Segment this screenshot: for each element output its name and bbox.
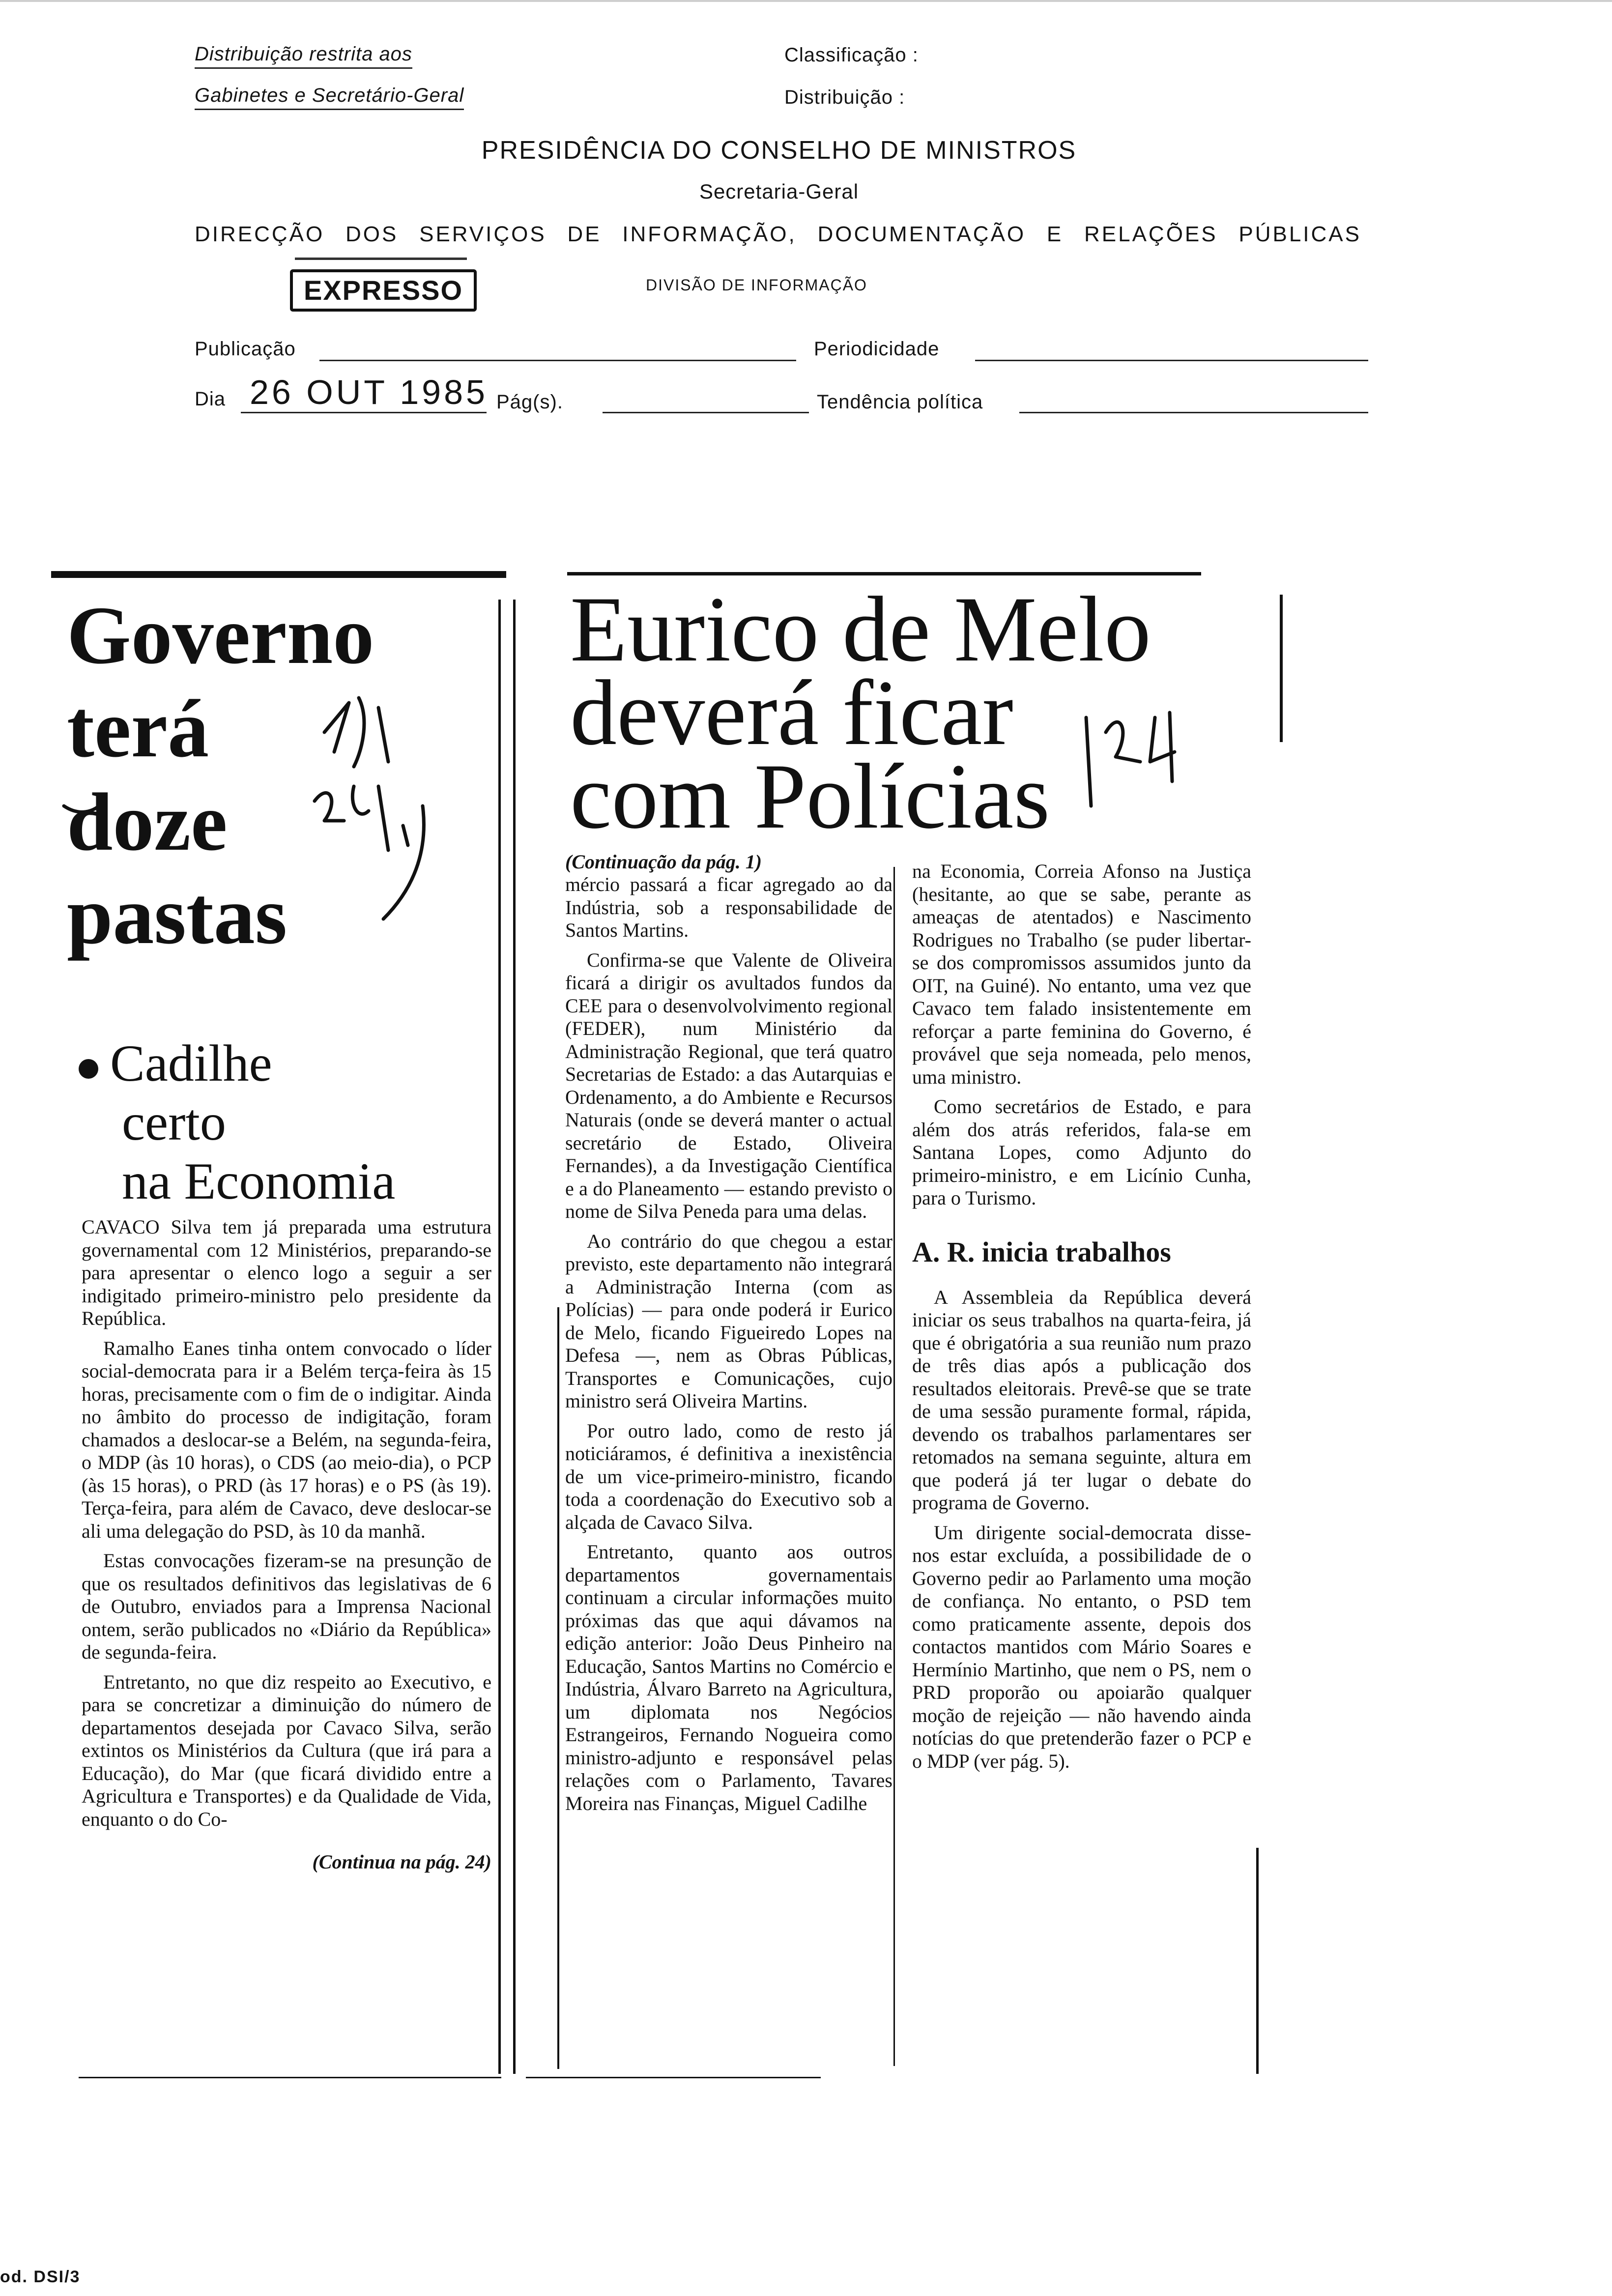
pages-label: Pág(s). (496, 391, 563, 413)
distribution-restriction-line2: Gabinetes e Secretário-Geral (195, 85, 464, 110)
distribution-label: Distribuição : (784, 86, 905, 108)
left-article-top-rule (51, 571, 506, 578)
right-col1-paragraph-4: Por outro lado, como de resto já noticiáramos, é definitiva a inexistência de um vice-primeiro-ministro, ficando toda a coordenação do Executivo sob a alçada de Cavaco Silva. (565, 1419, 892, 1533)
section-title: A. R. inicia trabalhos (912, 1235, 1171, 1268)
right-article-side-rule (1280, 595, 1283, 742)
left-headline-line-1: Governo (67, 590, 374, 681)
left-column-rule (498, 600, 501, 2074)
continued-from-note: (Continuação da pág. 1) (565, 851, 762, 873)
publication-label: Publicação (195, 338, 296, 360)
right-col2-paragraph-2: Como secretários de Estado, e para além dos atrás referidos, fala-se em Santana Lopes, como Adjunto do primeiro-ministro, e em Licínio Cunha, para o Turismo. (912, 1095, 1251, 1209)
right-column-1 (565, 850, 892, 1822)
tendency-label: Tendência política (817, 391, 983, 413)
periodicity-label: Periodicidade (814, 338, 940, 360)
bullet-icon (79, 1059, 98, 1079)
distribution-restriction-line1: Distribuição restrita aos (195, 43, 412, 69)
right-col1-paragraph-1: mércio passará a ficar agregado ao da Indústria, sob a responsabilidade de Santos Martins. (565, 873, 892, 941)
periodicity-line (975, 360, 1368, 361)
left-paragraph-3: Estas convocações fizeram-se na presunção de que os resultados definitivos das legislativas de 6 de Outubro, enviados para a Imprensa Nacional ontem, serão publicados no «Diário da República» de segunda-feira. (82, 1550, 491, 1663)
left-paragraph-2: Ramalho Eanes tinha ontem convocado o líder social-democrata para ir a Belém terça-feira às 15 horas, precisamente com o fim de o indigitar. Ainda no âmbito do processo de indigitação, foram chamados a deslocar-se a Belém, na segunda-feira, o MDP (às 10 horas), o CDS (ao meio-dia), o PCP (às 15 horas), o PRD (às 17 horas) e o PS (às 19). Terça-feira, para além de Cavaco, deve deslocar-se ali uma delegação do PSD, às 10 da manhã. (82, 1337, 491, 1542)
right-article-top-rule (567, 572, 1201, 575)
handwritten-annotation-2 (1071, 688, 1219, 816)
top-scan-edge (0, 0, 1612, 2)
left-article-body (82, 1216, 491, 1873)
pages-line (603, 412, 809, 413)
handwritten-annotation (305, 688, 452, 963)
left-article-bottom-rule (79, 2077, 501, 2078)
classification-label: Classificação : (784, 44, 919, 66)
left-column-rule-2 (513, 600, 516, 2074)
date-line (241, 412, 487, 413)
right-col1-paragraph-2: Confirma-se que Valente de Oliveira ficará a dirigir os avultados fundos da CEE para o desenvolvolvimento regional (FEDER), num Ministério da Administração Regional, que terá quatro Secretarias de Estado: a das Autarquias e Ordenamento, a do Ambiente e Recursos Naturais (onde se deverá manter o actual secretário de Estado, Oliveira Fernandes), a da Investigação Científica e a do Planeamento — estando previsto o nome de Silva Peneda para uma delas. (565, 948, 892, 1222)
left-continuation-note: (Continua na pág. 24) (312, 1851, 491, 1873)
right-headline-line-2: deverá ficar (570, 661, 1013, 765)
right-col2-paragraph-1: na Economia, Correia Afonso na Justiça (hesitante, ao que se sabe, perante as ameaças de atentados) e Nascimento Rodrigues no Trabalho (se puder libertar-se dos compromissos assumidos junto da OIT, na Guiné). No entanto, uma vez que Cavaco tem falado insistentemente em reforçar a parte feminina do Governo, é provável que seja nomeada, pelo menos, uma ministro. (912, 860, 1251, 1088)
publication-line (319, 360, 796, 361)
left-subheads (79, 1034, 501, 1211)
tendency-line (1019, 412, 1368, 413)
left-paragraph-4: Entretanto, no que diz respeito ao Executivo, e para se concretizar a diminuição do número de departamentos desejada por Cavaco Silva, serão extintos os Ministérios da Cultura (que irá para a Educação), do Mar (que ficará dividido entre a Agricultura e Transportes) e da Qualidade de Vida, enquanto o do Co- (82, 1670, 491, 1830)
left-subhead-line-3: na Economia (122, 1152, 396, 1210)
right-headline-line-1: Eurico de Melo (570, 578, 1151, 681)
right-col2-paragraph-4: Um dirigente social-democrata disse-nos estar excluída, a possibilidade de o Governo pedir ao Parlamento uma moção de confiança. No entanto, o PSD tem como praticamente assente, depois dos contactos mantidos com Mário Soares e Hermínio Martinho, que nem o PS, nem o PRD proporão ou apoiarão qualquer moção de rejeição — não havendo ainda notícias do que pretenderão fazer o PCP e o MDP (ver pág. 5). (912, 1521, 1251, 1772)
right-col1-paragraph-5: Entretanto, quanto aos outros departamentos governamentais continuam a circular informações muito próximas das que aqui dávamos na edição anterior: João Deus Pinheiro na Educação, Santos Martins no Comércio e Indústria, Álvaro Barreto na Agricultura, um diplomata nos Negócios Estrangeiros, Fernando Nogueira como ministro-adjunto e responsável pelas relações com o Parlamento, Tavares Moreira nas Finanças, Miguel Cadilhe (565, 1541, 892, 1814)
division-label: DIVISÃO DE INFORMAÇÃO (646, 276, 867, 294)
left-headline-line-4: pastas (67, 870, 288, 961)
right-column-divider (893, 867, 895, 2066)
right-col1-left-rule (557, 1307, 559, 2069)
date-stamp: 26 OUT 1985 (250, 373, 488, 411)
left-subhead-line-1: Cadilhe (110, 1034, 272, 1092)
right-col2-paragraph-3: A Assembleia da República deverá iniciar os seus trabalhos na quarta-feira, já que é obrigatória a sua reunião num prazo de três dias após a publicação dos resultados eleitorais. Prevê-se que se trate de uma sessão puramente formal, rápida, devendo os trabalhos parlamentares ser retomados na semana seguinte, altura em que poderá já ter lugar o debate do programa de Governo. (912, 1286, 1251, 1514)
right-column-2 (912, 860, 1251, 1779)
form-code: od. DSI/3 (0, 2267, 81, 2286)
left-headline-line-2: terá (67, 683, 209, 775)
left-headline-line-3: doze (67, 776, 228, 868)
right-headline-line-3: com Polícias (570, 745, 1050, 848)
left-subhead-line-2: certo (122, 1093, 226, 1151)
left-paragraph-1: CAVACO Silva tem já preparada uma estrutura governamental com 12 Ministérios, preparando-se para apresentar o elenco logo a seguir a ser indigitado primeiro-ministro pelo presidente da República. (82, 1216, 491, 1329)
direction-line: DIRECÇÃO DOS SERVIÇOS DE INFORMAÇÃO, DOCUMENTAÇÃO E RELAÇÕES PÚBLICAS (195, 222, 1361, 246)
publication-stamp: EXPRESSO (290, 269, 477, 312)
stamp-ink-mark (295, 258, 467, 260)
org-title: PRESIDÊNCIA DO CONSELHO DE MINISTROS (481, 136, 1077, 165)
right-column-end-rule (1256, 1848, 1259, 2074)
right-col1-paragraph-3: Ao contrário do que chegou a estar previsto, este departamento não integrará a Administração Interna (com as Polícias) — para onde poderá ir Eurico de Melo, ficando Figueiredo Lopes na Defesa —, nem as Obras Públicas, Transportes e Comunicações, cujo ministro será Oliveira Martins. (565, 1230, 892, 1412)
org-subtitle: Secretaria-Geral (699, 180, 859, 203)
handwritten-dash (59, 786, 108, 826)
right-article-bottom-rule (526, 2077, 821, 2078)
day-label: Dia (195, 388, 226, 410)
